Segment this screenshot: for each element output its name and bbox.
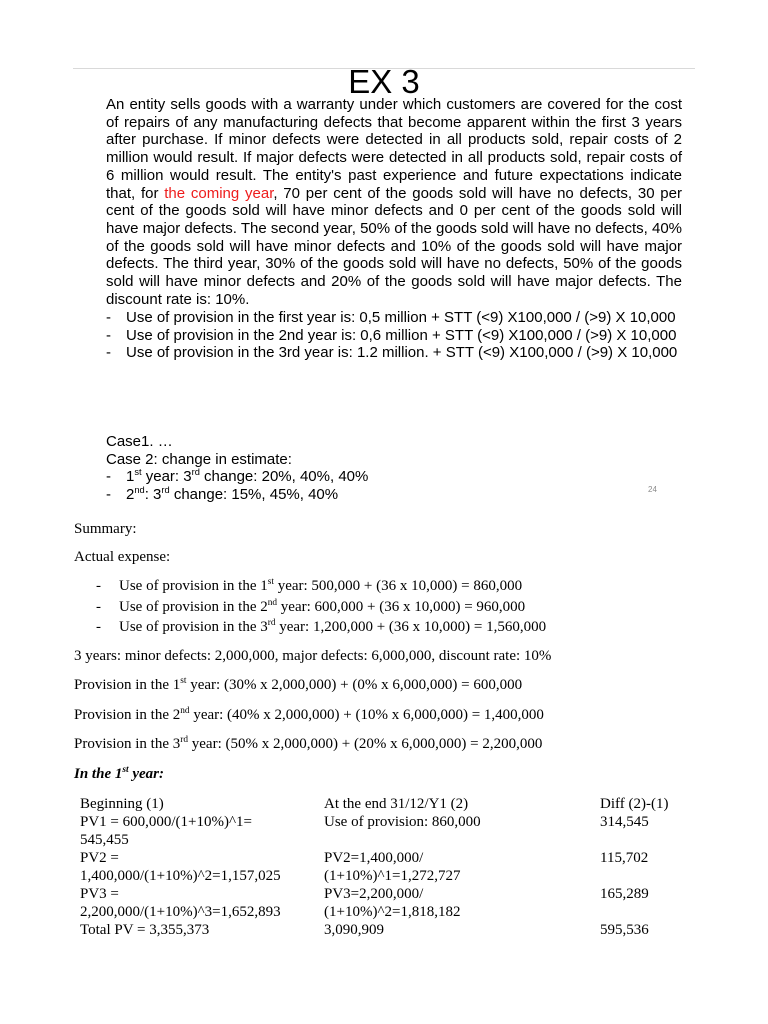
table-column-beginning [80,795,281,939]
table-cell: PV3=2,200,000/ [324,886,424,902]
slide-page-number: 24 [648,485,657,494]
actual-expense-heading: Actual expense: [74,549,171,565]
list-item: - 2nd: 3rd change: 15%, 45%, 40% [106,484,339,503]
table-cell: PV2 = [80,850,119,866]
bullet-dash: - [106,485,111,503]
list-item: - Use of provision in the first year is: 0,5 million + STT (<9) X100,000 / (>9) X 10,000 [106,309,676,326]
summary-heading: Summary: [74,521,137,537]
expense-list [96,577,546,639]
bullet-dash: - [106,344,111,362]
case1-label: Case1. … [106,433,173,450]
slide-title: EX 3 [348,63,420,100]
provision-line: Provision in the 1st year: (30% x 2,000,000) + (0% x 6,000,000) = 600,000 [74,676,523,693]
table-cell: 165,289 [600,886,649,902]
table-cell [324,831,481,849]
table-cell: (1+10%)^1=1,272,727 [324,868,461,884]
bullet-dash: - [106,468,111,485]
table-cell: 545,455 [80,832,129,848]
paragraph-text: An entity sells goods with a warranty under which customers are covered for the cost of repairs of any manufacturing defects that become apparent within the first 3 years after purchase. If minor defects were detected in all products sold, repair costs of 2 million would result. If major defects were detected in all products sold, repair costs of 6 million would result. The entity's past experience and future expectations indicate that, for [106,96,682,202]
list-item: - 1st year: 3rd change: 20%, 40%, 40% [106,467,369,485]
bullet-dash: - [96,598,101,615]
table-cell: 595,536 [600,922,649,938]
table-cell: Use of provision: 860,000 [324,814,481,830]
table-header: At the end 31/12/Y1 (2) [324,796,469,812]
table-cell: 1,400,000/(1+10%)^2=1,157,025 [80,868,281,884]
list-item: - Use of provision in the 2nd year: 600,000 + (36 x 10,000) = 960,000 [96,597,526,615]
table-cell: (1+10%)^2=1,818,182 [324,904,461,920]
table-cell: PV1 = 600,000/(1+10%)^1= [80,814,252,830]
table-cell: Total PV = 3,355,373 [80,922,210,938]
change-list [106,468,682,503]
table-cell [600,867,668,885]
case2-label: Case 2: change in estimate: [106,451,292,468]
table-cell: 314,545 [600,814,649,830]
problem-paragraph [106,96,682,308]
table-header: Diff (2)-(1) [600,796,669,812]
table-column-end [324,795,481,939]
paragraph-text: , 70 per cent of the goods sold will have no defects, 30 per cent of the goods sold will have minor defects and 0 per cent of the goods sold will have major defects. The second year, 50% of the goods sold will have no defects, 40% of the goods sold will have minor defects and 10% of the goods sold will have major defects. The third year, 30% of the goods sold will have no defects, 50% of the goods sold will have minor defects and 20% of the goods sold will have major defects. The discount rate is: 10%. [106,184,682,308]
bullet-dash: - [96,619,101,635]
table-cell [600,831,668,849]
list-item: - Use of provision in the 1st year: 500,000 + (36 x 10,000) = 860,000 [96,577,523,594]
provision-line: Provision in the 3rd year: (50% x 2,000,000) + (20% x 6,000,000) = 2,200,000 [74,735,543,752]
provision-line: Provision in the 2nd year: (40% x 2,000,000) + (10% x 6,000,000) = 1,400,000 [74,706,544,723]
list-item: - Use of provision in the 2nd year is: 0,6 million + STT (<9) X100,000 / (>9) X 10,000 [106,326,677,344]
table-header: Beginning (1) [80,796,164,812]
bullet-dash: - [96,578,101,594]
table-cell [600,903,668,921]
bullet-dash: - [106,309,111,326]
bullet-dash: - [106,326,111,344]
table-column-diff [600,795,668,939]
three-years-line: 3 years: minor defects: 2,000,000, major defects: 6,000,000, discount rate: 10% [74,648,552,664]
first-year-heading: In the 1st year: [74,765,164,782]
list-item: - Use of provision in the 3rd year: 1,200,000 + (36 x 10,000) = 1,560,000 [96,618,547,635]
table-cell: 2,200,000/(1+10%)^3=1,652,893 [80,904,281,920]
table-cell: PV3 = [80,886,119,902]
table-cell: 115,702 [600,850,649,866]
table-cell: PV2=1,400,000/ [324,850,424,866]
list-item: - Use of provision in the 3rd year is: 1.2 million. + STT (<9) X100,000 / (>9) X 10,000 [106,344,678,362]
table-cell: 3,090,909 [324,922,384,938]
provision-use-list [106,309,682,362]
highlighted-text: the coming year [164,184,274,202]
